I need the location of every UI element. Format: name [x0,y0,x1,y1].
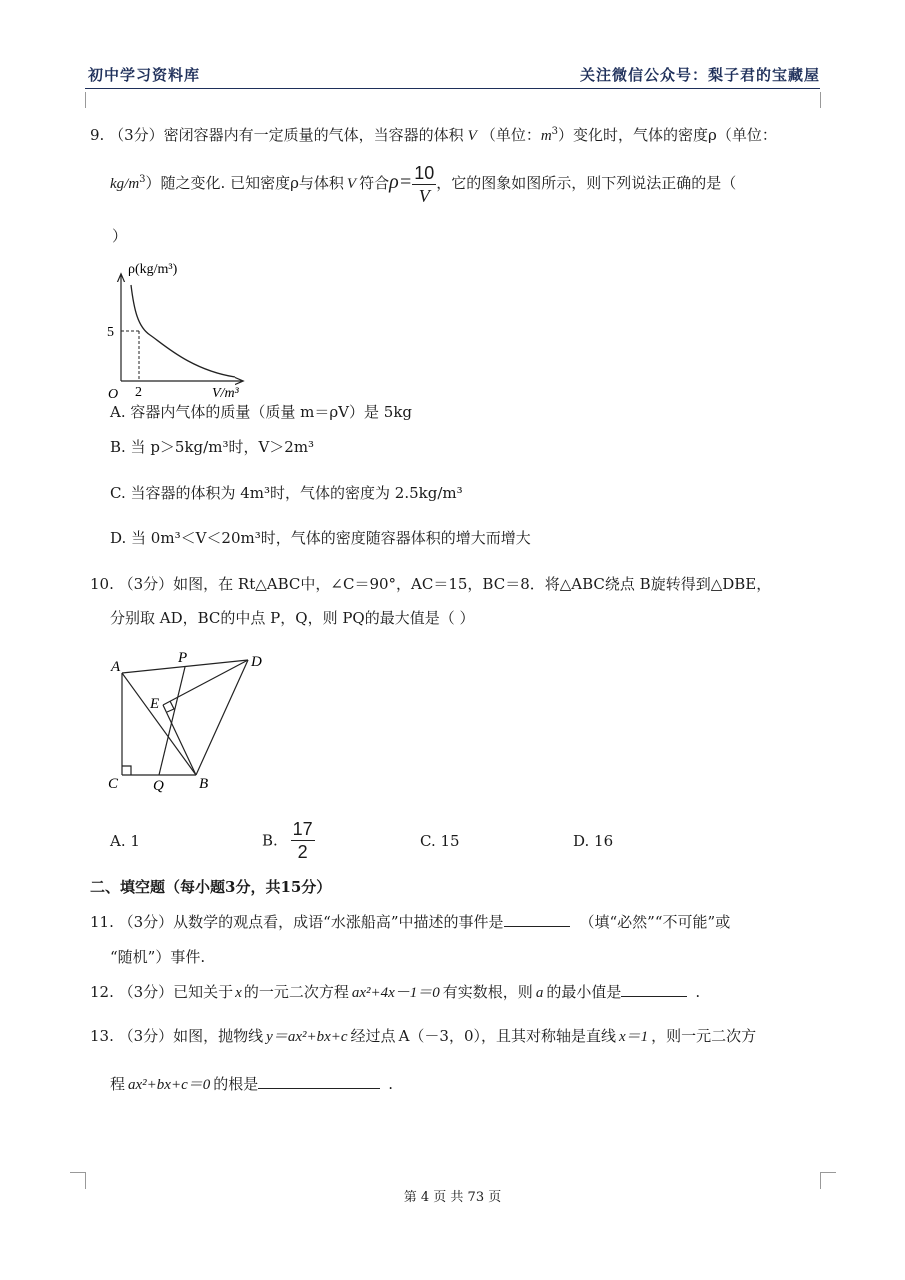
x-tick-label: 2 [135,385,142,400]
q10-option-d[interactable]: D. 16 [573,832,614,850]
q9-option-a[interactable]: A. 容器内气体的质量（质量 m＝ρV）是 5kg [110,403,413,421]
label-e: E [150,696,160,712]
q13-line2: 程 ax²+bx+c＝0 的根是 . [110,1075,394,1093]
section-title: 二、填空题（每小题3分，共15分） [90,878,332,896]
q9-line3: ） [112,227,128,245]
label-p: P [178,650,188,666]
q9-line2: $kg/m^3$）随之变化. 已知密度ρ与体积 V 符合ρ= $\frac{10}{V}$ ，它的图象如图所示，则下列说法正确的是（ [110,162,737,206]
q10-line1: 10. （3分）如图，在 Rt△ABC中，∠C＝90°，AC＝15，BC＝8．将△ABC绕点 B旋转得到△DBE， [90,575,772,593]
option-b-fraction: $\frac{17}{2}$ [292,819,313,862]
y-tick-label: 5 [107,325,114,340]
page-footer: 第 4 页 共 73 页 [403,1190,502,1205]
corner-mark [85,92,102,108]
q12-line: 12. （3分）已知关于 x 的一元二次方程 ax²+4x－1＝0 有实数根，则 a 的最小值是 . [90,983,701,1001]
x-axis-label: V/m³ [212,386,239,401]
label-q: Q [153,778,164,794]
q13-line1: 13. （3分）如图，抛物线 y＝ax²+bx+c 经过点 A（－3，0），且其对称轴是直线 x＝1 ，则一元二次方 [90,1027,757,1045]
header-right: 关注微信公众号：梨子君的宝藏屋 [579,66,820,84]
density-fraction: $\frac{10}{V}$ [414,162,435,206]
label-c: C [108,776,119,792]
q9-line1: 9. （3分）密闭容器内有一定质量的气体，当容器的体积 V （单位：$m^3$）变化时，气体的密度ρ（单位： [90,126,777,144]
q11-line1: 11. （3分）从数学的观点看，成语“水涨船高”中描述的事件是 （填“必然”“不可能”或 [90,913,731,931]
q9-option-c[interactable]: C. 当容器的体积为 4m³时，气体的密度为 2.5kg/m³ [110,484,463,502]
label-a: A [111,659,121,675]
q11-line2: “随机”）事件. [110,948,206,966]
hyperbola-curve [131,285,235,377]
q12-answer-blank[interactable] [621,982,687,997]
q11-answer-blank[interactable] [504,912,570,927]
density-volume-graph [100,255,260,405]
q13-answer-blank[interactable] [258,1074,380,1089]
y-axis-label: ρ(kg/m³) [128,262,178,277]
corner-mark [820,92,837,108]
q9-option-b[interactable]: B. 当 p＞5kg/m³时，V＞2m³ [110,438,315,456]
label-b: B [199,776,209,792]
triangle-rotation-figure [100,645,270,795]
header-divider [85,88,820,89]
origin-label: O [108,387,119,402]
q10-line2: 分别取 AD，BC的中点 P，Q，则 PQ的最大值是（ ） [110,609,475,627]
q10-option-a[interactable]: A. 1 [110,832,140,850]
q10-option-b[interactable]: B. $\frac{17}{2}$ [262,819,313,862]
q9-option-d[interactable]: D. 当 0m³＜V＜20m³时，气体的密度随容器体积的增大而增大 [110,529,531,547]
label-d: D [251,654,262,670]
header-left: 初中学习资料库 [88,66,201,84]
q10-option-c[interactable]: C. 15 [420,832,460,850]
